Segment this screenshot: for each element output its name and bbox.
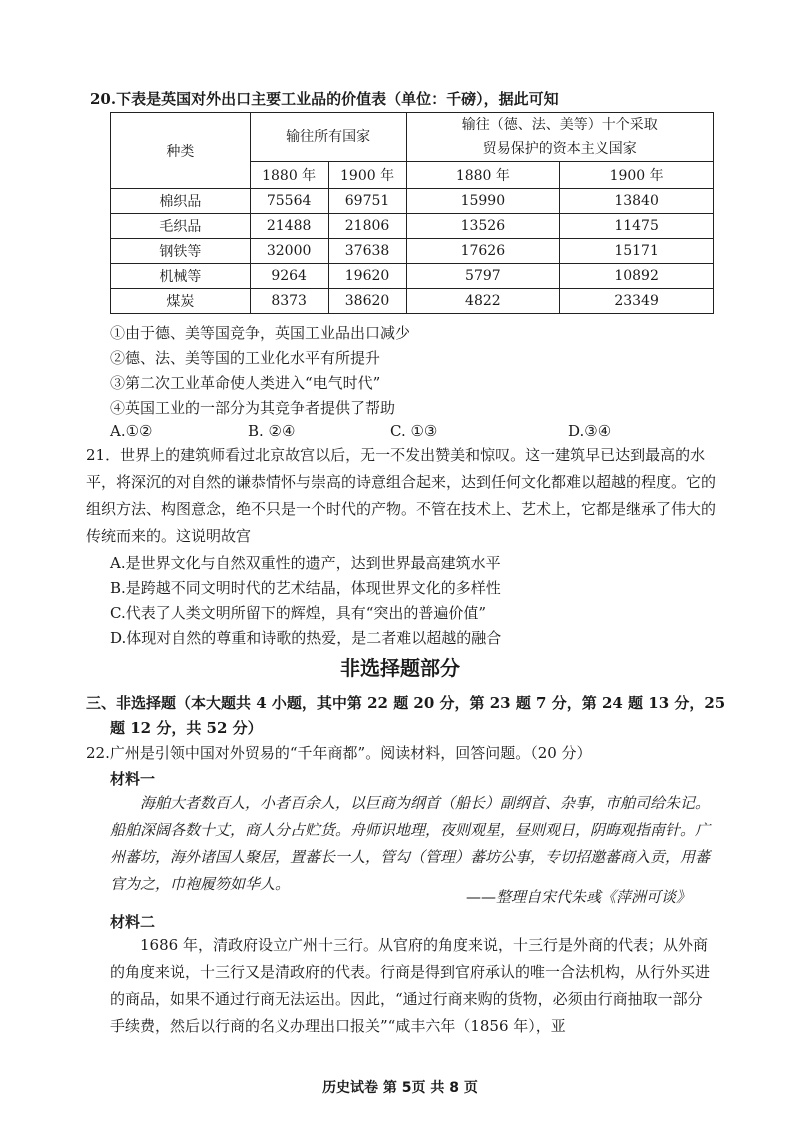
page-footer: 历史试卷 第 5页 共 8 页 xyxy=(322,1080,478,1096)
cell: 15171 xyxy=(560,239,714,264)
cell: 23349 xyxy=(560,289,714,314)
year-header: 1880 年 xyxy=(406,162,560,189)
cell: 17626 xyxy=(406,239,560,264)
header-ten-line1: 输往（德、法、美等）十个采取 xyxy=(461,117,658,133)
q20-item-1: ①由于德、美等国竞争，英国工业品出口减少 xyxy=(110,324,411,342)
cell: 13840 xyxy=(560,189,714,214)
q21-option-c: C.代表了人类文明所留下的辉煌，具有“突出的普遍价值” xyxy=(110,604,487,622)
part3-heading: 三、非选择题（本大题共 4 小题，其中第 22 题 20 分，第 23 题 7 分，第 24 题 13 分，25 xyxy=(86,694,726,712)
cell: 21488 xyxy=(250,214,328,239)
row-name: 棉织品 xyxy=(111,189,251,214)
section-title: 非选择题部分 xyxy=(340,656,460,680)
header-ten-countries xyxy=(406,113,714,162)
cell: 13526 xyxy=(406,214,560,239)
export-value-table xyxy=(110,112,714,314)
header-ten-line2: 贸易保护的资本主义国家 xyxy=(482,141,637,157)
year-header: 1900 年 xyxy=(560,162,714,189)
table-row xyxy=(111,214,714,239)
cell: 69751 xyxy=(328,189,406,214)
row-name: 毛织品 xyxy=(111,214,251,239)
q21-stem: 21．世界上的建筑师看过北京故宫以后，无一不发出赞美和惊叹。这一建筑早已达到最高的水平，将深沉的对自然的谦恭情怀与崇高的诗意组合起来，达到任何文化都难以超越的程度。它的组织方法、构图意念，绝不只是一个时代的产物。不管在技术上、艺术上，它都是继承了伟大的传统而来的。这说明故宫 xyxy=(86,446,717,545)
q20-item-2: ②德、法、美等国的工业化水平有所提升 xyxy=(110,349,381,367)
table-row xyxy=(111,189,714,214)
cell: 4822 xyxy=(406,289,560,314)
cell: 5797 xyxy=(406,264,560,289)
table-row xyxy=(111,239,714,264)
material-2-text: 1686 年，清政府设立广州十三行。从官府的角度来说，十三行是外商的代表；从外商的角度来说，十三行又是清政府的代表。行商是得到官府承认的唯一合法机构，从行外买进的商品，如果不通过行商无法运出。因此，“通过行商来购的货物，必须由行商抽取一部分手续费，然后以行商的名义办理出口报关”“咸丰六年（1856 年），亚 xyxy=(110,936,711,1035)
cell: 37638 xyxy=(328,239,406,264)
q22-stem: 22.广州是引领中国对外贸易的“千年商都”。阅读材料，回答问题。（20 分） xyxy=(86,744,592,762)
cell: 15990 xyxy=(406,189,560,214)
material-1-title: 材料一 xyxy=(110,770,156,788)
year-header: 1900 年 xyxy=(328,162,406,189)
year-header: 1880 年 xyxy=(250,162,328,189)
row-name: 钢铁等 xyxy=(111,239,251,264)
q21-option-d: D.体现对自然的尊重和诗歌的热爱，是二者难以超越的融合 xyxy=(110,629,502,647)
header-kind: 种类 xyxy=(111,113,251,189)
cell: 38620 xyxy=(328,289,406,314)
q21-option-b: B.是跨越不同文明时代的艺术结晶，体现世界文化的多样性 xyxy=(110,579,501,597)
material-1-text: 海舶大者数百人，小者百余人，以巨商为纲首（船长）副纲首、杂事，市舶司给朱记。船舶深阔各数十丈，商人分占贮货。舟师识地理，夜则观星，昼则观日，阴晦观指南针。广州蕃坊，海外诸国人聚居，置蕃长一人，管勾（管理）蕃坊公事，专切招邀蕃商入贡，用蕃官为之，巾袍履笏如华人。 xyxy=(110,794,711,893)
header-all-countries: 输往所有国家 xyxy=(250,113,406,162)
q20-stem: 20.下表是英国对外出口主要工业品的价值表（单位：千磅），据此可知 xyxy=(90,90,559,108)
q20-option-d: D.③④ xyxy=(568,422,612,440)
q20-option-c: C. ①③ xyxy=(390,422,438,440)
material-1-source: ——整理自宋代朱彧《萍洲可谈》 xyxy=(466,888,692,906)
cell: 75564 xyxy=(250,189,328,214)
row-name: 机械等 xyxy=(111,264,251,289)
q20-item-3: ③第二次工业革命使人类进入“电气时代” xyxy=(110,374,381,392)
row-name: 煤炭 xyxy=(111,289,251,314)
material-2-title: 材料二 xyxy=(110,913,156,931)
q20-option-b: B. ②④ xyxy=(248,422,296,440)
q21-option-a: A.是世界文化与自然双重性的遗产，达到世界最高建筑水平 xyxy=(110,554,501,572)
table-row xyxy=(111,264,714,289)
part3-heading-cont: 题 12 分，共 52 分） xyxy=(110,719,263,737)
cell: 21806 xyxy=(328,214,406,239)
table-row xyxy=(111,289,714,314)
cell: 8373 xyxy=(250,289,328,314)
cell: 9264 xyxy=(250,264,328,289)
cell: 32000 xyxy=(250,239,328,264)
cell: 11475 xyxy=(560,214,714,239)
cell: 19620 xyxy=(328,264,406,289)
q20-item-4: ④英国工业的一部分为其竞争者提供了帮助 xyxy=(110,399,396,417)
q20-option-a: A.①② xyxy=(110,422,153,440)
cell: 10892 xyxy=(560,264,714,289)
